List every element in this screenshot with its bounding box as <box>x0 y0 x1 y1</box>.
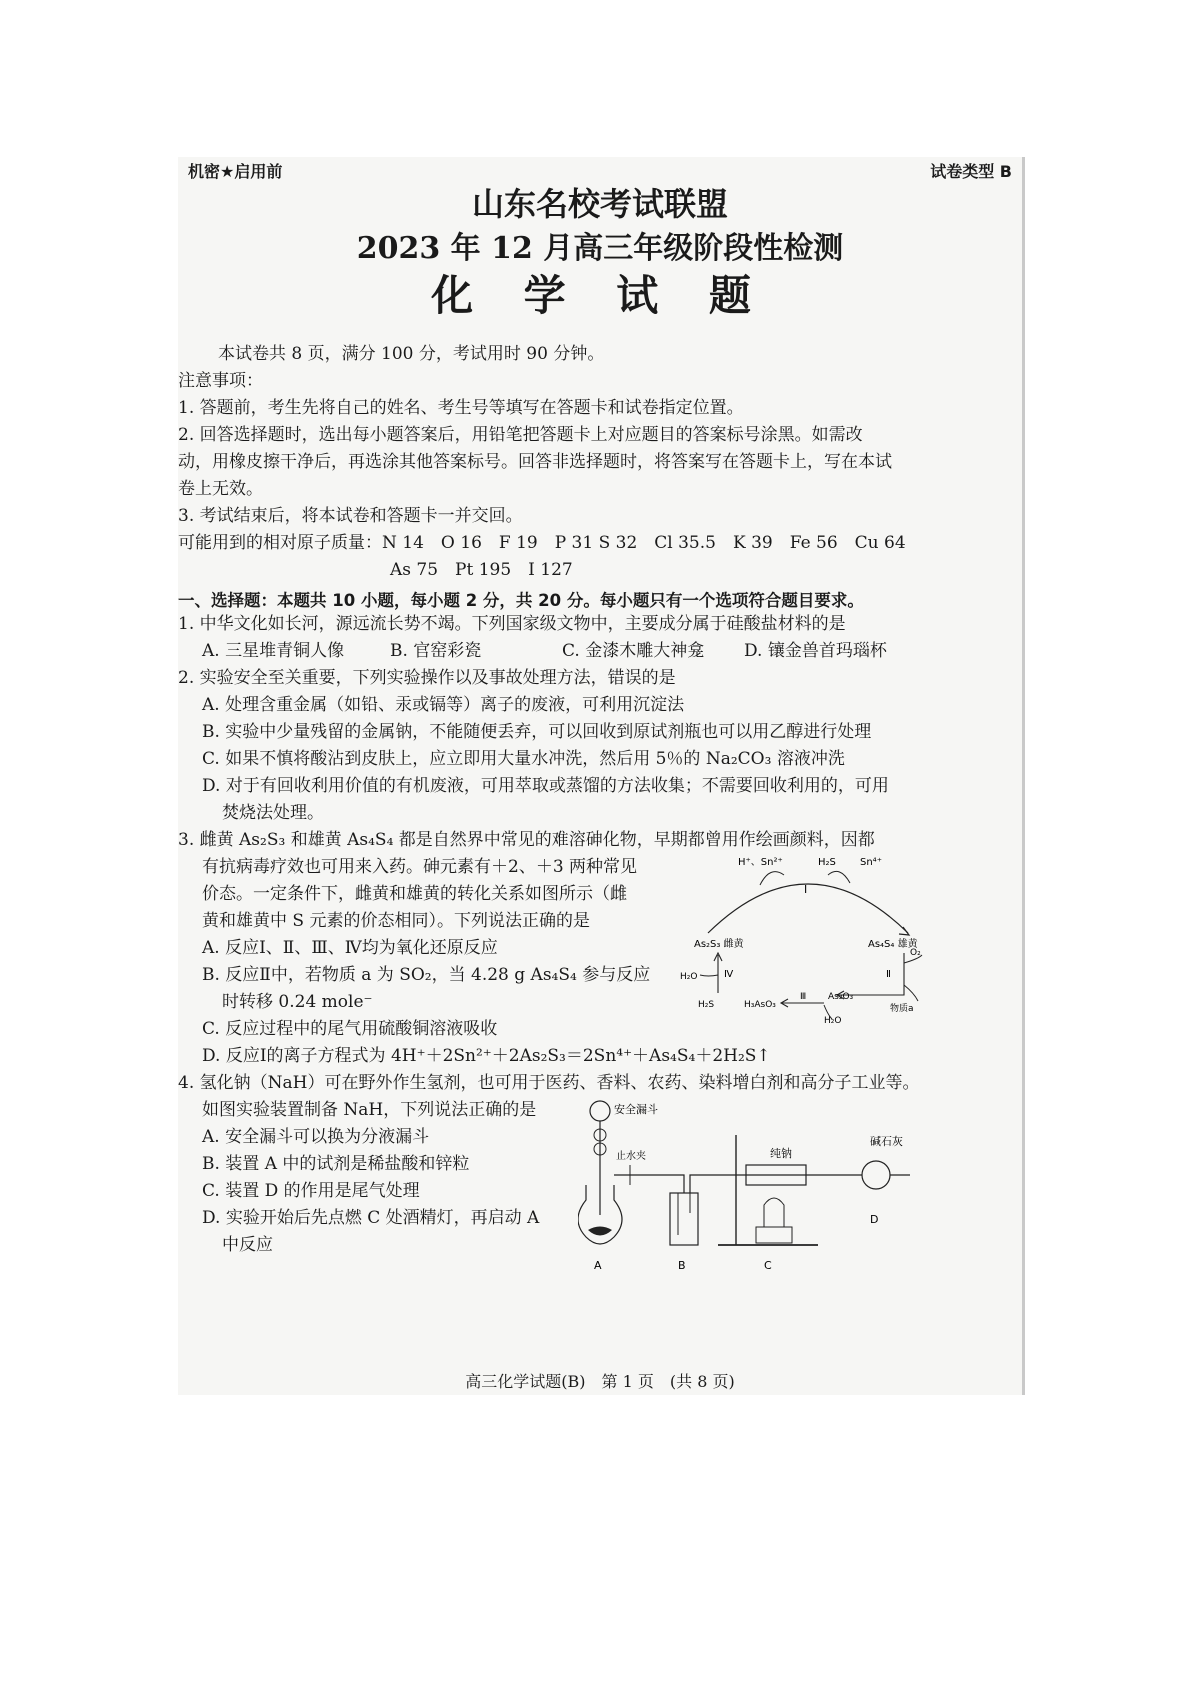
q3-option-c: C. 反应过程中的尾气用硫酸铜溶液吸收 <box>202 1019 498 1039</box>
note-line: 动，用橡皮擦干净后，再选涂其他答案标号。回答非选择题时，将答案写在答题卡上，写在本试 <box>178 452 892 472</box>
question-4-stem: 4. 氢化钠（NaH）可在野外作生氢剂，也可用于医药、香料、农药、染料增白剂和高分子工业等。 <box>178 1073 920 1093</box>
label-soda-lime: 碱石灰 <box>870 1135 903 1148</box>
diagram-label-h2s: H₂S <box>698 1000 715 1010</box>
label-apparatus-c: C <box>764 1259 772 1272</box>
note-line: 2. 回答选择题时，选出每小题答案后，用铅笔把答题卡上对应题目的答案标号涂黑。如需改 <box>178 425 863 445</box>
question-3-stem: 有抗病毒疗效也可用来入药。砷元素有＋2、＋3 两种常见 <box>202 857 638 877</box>
q1-option-d: D. 镶金兽首玛瑙杯 <box>744 641 887 661</box>
q3-option-d: D. 反应Ⅰ的离子方程式为 4H⁺＋2Sn²⁺＋2As₂S₃＝2Sn⁴⁺＋As₄S₄＋2H₂S↑ <box>202 1046 771 1066</box>
label-apparatus-d: D <box>870 1213 879 1226</box>
q4-option-b: B. 装置 A 中的试剂是稀盐酸和锌粒 <box>202 1154 470 1174</box>
diagram-label-h3aso3: H₃AsO₃ <box>744 1000 776 1010</box>
section-heading: 一、选择题：本题共 10 小题，每小题 2 分，共 20 分。每小题只有一个选项符合题目要求。 <box>178 591 864 610</box>
note-line: 1. 答题前，考生先将自己的姓名、考生号等填写在答题卡和试卷指定位置。 <box>178 398 744 418</box>
atomic-masses-line: 可能用到的相对原子质量：N 14 O 16 F 19 P 31 S 32 Cl 35.5 K 39 Fe 56 Cu 64 <box>178 533 906 553</box>
q2-option-b: B. 实验中少量残留的金属钠，不能随便丢弃，可以回收到原试剂瓶也可以用乙醇进行处理 <box>202 722 872 742</box>
diagram-reaction-ii: Ⅱ <box>886 969 891 980</box>
question-3-stem: 黄和雄黄中 S 元素的价态相同）。下列说法正确的是 <box>202 911 590 931</box>
q1-option-c: C. 金漆木雕大神龛 <box>562 641 705 661</box>
q3-option-a: A. 反应Ⅰ、Ⅱ、Ⅲ、Ⅳ均为氧化还原反应 <box>202 938 498 958</box>
diagram-reaction-iii: Ⅲ <box>800 992 807 1002</box>
confidential-label: 机密★启用前 <box>188 162 283 181</box>
notes-heading: 注意事项： <box>178 371 263 391</box>
label-apparatus-a: A <box>594 1259 602 1272</box>
label-safety-funnel: 安全漏斗 <box>614 1103 658 1116</box>
title-alliance: 山东名校考试联盟 <box>471 185 728 223</box>
atomic-masses-line: As 75 Pt 195 I 127 <box>390 560 573 580</box>
page-footer: 高三化学试题(B) 第 1 页 (共 8 页) <box>465 1372 735 1391</box>
paper-type-label: 试卷类型 B <box>930 162 1012 181</box>
q4-option-a: A. 安全漏斗可以换为分液漏斗 <box>202 1127 430 1147</box>
title-exam: 2023 年 12 月高三年级阶段性检测 <box>356 231 844 266</box>
diagram-node-realgar: As₄S₄ 雄黄 <box>868 939 918 950</box>
note-line: 3. 考试结束后，将本试卷和答题卡一并交回。 <box>178 506 523 526</box>
nah-apparatus-diagram <box>578 1095 938 1275</box>
q1-option-a: A. 三星堆青铜人像 <box>202 641 345 661</box>
diagram-label-substance-a: 物质a <box>890 1004 914 1014</box>
diagram-reaction-iv: Ⅳ <box>724 969 734 980</box>
diagram-label-h-sn2: H⁺、Sn²⁺ <box>738 857 783 868</box>
q4-option-d-cont: 中反应 <box>222 1235 273 1255</box>
intro-text: 本试卷共 8 页，满分 100 分，考试用时 90 分钟。 <box>218 344 605 364</box>
q3-option-b: B. 反应Ⅱ中，若物质 a 为 SO₂，当 4.28 g As₄S₄ 参与反应 <box>202 965 651 985</box>
note-line: 卷上无效。 <box>178 479 263 499</box>
diagram-label-as2o3: As₂O₃ <box>828 992 854 1002</box>
diagram-label-h2o-bottom: H₂O <box>824 1016 842 1025</box>
title-subject: 化 学 试 题 <box>431 271 769 320</box>
diagram-node-orpiment: As₂S₃ 雌黄 <box>694 939 744 950</box>
q3-option-b-cont: 时转移 0.24 mole⁻ <box>222 992 373 1012</box>
diagram-label-h2s-top: H₂S <box>818 857 836 868</box>
diagram-reaction-i: Ⅰ <box>804 883 808 896</box>
question-2-stem: 2. 实验安全至关重要，下列实验操作以及事故处理方法，错误的是 <box>178 668 676 688</box>
q1-option-b: B. 官窑彩瓷 <box>390 641 482 661</box>
label-apparatus-b: B <box>678 1259 686 1272</box>
question-4-stem: 如图实验装置制备 NaH，下列说法正确的是 <box>202 1100 537 1120</box>
q2-option-a: A. 处理含重金属（如铅、汞或镉等）离子的废液，可利用沉淀法 <box>202 695 685 715</box>
question-3-stem: 3. 雌黄 As₂S₃ 和雄黄 As₄S₄ 都是自然界中常见的难溶砷化物，早期都曾用作绘画颜料，因都 <box>178 830 875 850</box>
diagram-label-o2: O₂ <box>910 948 921 958</box>
diagram-label-h2o-left: H₂O <box>680 972 698 982</box>
diagram-label-sn4: Sn⁴⁺ <box>860 857 882 868</box>
question-1-stem: 1. 中华文化如长河，源远流长势不竭。下列国家级文物中，主要成分属于硅酸盐材料的是 <box>178 614 846 634</box>
q4-option-d: D. 实验开始后先点燃 C 处酒精灯，再启动 A <box>202 1208 540 1228</box>
exam-page <box>178 157 1025 1395</box>
q2-option-d: D. 对于有回收利用价值的有机废液，可用萃取或蒸馏的方法收集；不需要回收利用的，可用 <box>202 776 889 796</box>
label-clamp: 止水夹 <box>616 1151 646 1162</box>
arsenic-conversion-diagram <box>678 845 938 1025</box>
label-pure-sodium: 纯钠 <box>770 1147 792 1160</box>
q2-option-c: C. 如果不慎将酸沾到皮肤上，应立即用大量水冲洗，然后用 5％的 Na₂CO₃ 溶液冲洗 <box>202 749 845 769</box>
question-3-stem: 价态。一定条件下，雌黄和雄黄的转化关系如图所示（雌 <box>202 884 627 904</box>
q4-option-c: C. 装置 D 的作用是尾气处理 <box>202 1181 420 1201</box>
q2-option-d-cont: 焚烧法处理。 <box>222 803 324 823</box>
